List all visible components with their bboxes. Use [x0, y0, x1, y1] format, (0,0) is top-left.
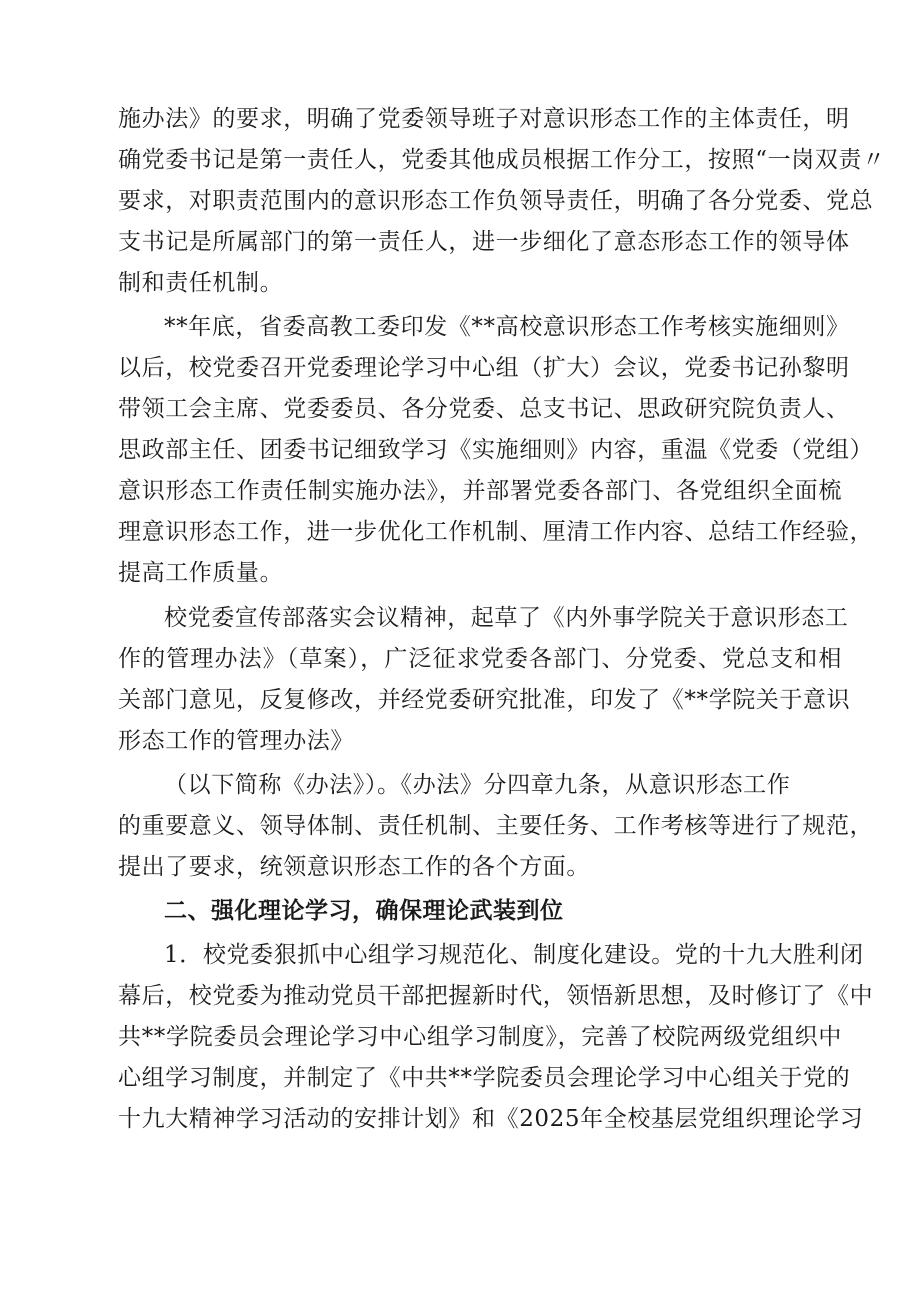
paragraph-first-line: 1．校党委狠抓中心组学习规范化、制度化建设。党的十九大胜利闭: [164, 942, 864, 968]
paragraph-first-line: 校党委宣传部落实会议精神，起草了《内外事学院关于意识形态工: [164, 605, 849, 631]
paragraph-first-line: **年底，省委高教工委印发《**高校意识形态工作考核实施细则》: [164, 314, 850, 340]
body-line: 关部门意见，反复修改，并经党委研究批准，印发了《**学院关于意识: [118, 687, 851, 713]
paragraph-first-line: （以下简称《办法》）。《办法》分四章九条，从意识形态工作: [164, 772, 791, 798]
body-line: 作的管理办法》（草案），广泛征求党委各部门、分党委、党总支和相: [118, 646, 842, 672]
body-line: 的重要意义、领导体制、责任机制、主要任务、工作考核等进行了规范，: [118, 813, 874, 839]
body-line: 带领工会主席、党委委员、各分党委、总支书记、思政研究院负责人、: [118, 396, 850, 422]
body-line: 施办法》的要求，明确了党委领导班子对意识形态工作的主体责任，明: [118, 106, 850, 132]
body-line: 思政部主任、团委书记细致学习《实施细则》内容，重温《党委（党组）: [118, 437, 874, 463]
body-line: 制和责任机制。: [118, 270, 284, 296]
body-line: 意识形态工作责任制实施办法》，并部署党委各部门、各党组织全面梳: [118, 478, 842, 504]
body-line: 共**学院委员会理论学习中心组学习制度》，完善了校院两级党组织中: [118, 1024, 842, 1050]
body-line: 提高工作质量。: [118, 560, 284, 586]
body-line: 理意识形态工作，进一步优化工作机制、厘清工作内容、总结工作经验，: [118, 519, 874, 545]
section-heading: 二、强化理论学习，确保理论武装到位: [164, 898, 564, 924]
body-line: 心组学习制度，并制定了《中共**学院委员会理论学习中心组关于党的: [118, 1065, 851, 1091]
body-line: 确党委书记是第一责任人，党委其他成员根据工作分工，按照“一岗双责〃: [118, 147, 886, 173]
body-line: 形态工作的管理办法》: [118, 728, 354, 754]
body-line: 要求，对职责范围内的意识形态工作负领导责任，明确了各分党委、党总: [118, 188, 874, 214]
body-line: 幕后，校党委为推动党员干部把握新时代，领悟新思想，及时修订了《中: [118, 983, 874, 1009]
body-line: 十九大精神学习活动的安排计划》和《2025年全校基层党组织理论学习: [118, 1106, 864, 1132]
body-line: 以后，校党委召开党委理论学习中心组（扩大）会议，党委书记孙黎明: [118, 355, 850, 381]
body-line: 提出了要求，统领意识形态工作的各个方面。: [118, 854, 590, 880]
body-line: 支书记是所属部门的第一责任人，进一步细化了意态形态工作的领导体: [118, 229, 850, 255]
